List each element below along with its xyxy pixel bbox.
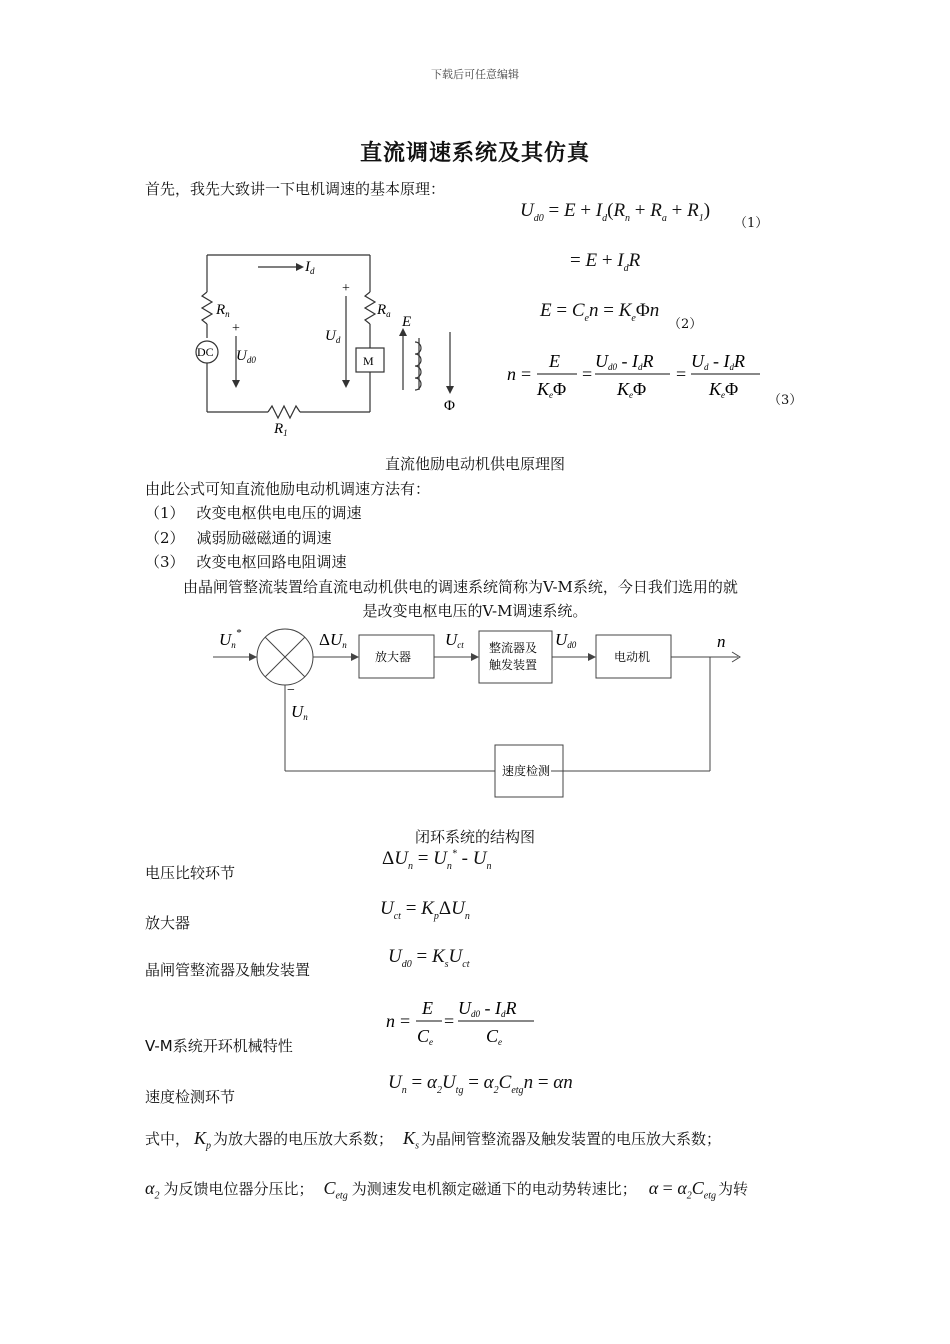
eq-rectifier: $U_{d0} = K_sU_{ct}$	[388, 946, 470, 970]
svg-text:Ra: $R_a$	[377, 302, 391, 319]
svg-text:Uct: Uct	[445, 630, 464, 650]
equation-1: $U_{d0} = E + I_d(R_n + R_a + R_1)$	[520, 200, 711, 224]
svg-text:Rn: $R_n$	[216, 302, 230, 319]
block-speed-detect: 速度检测	[502, 764, 551, 778]
svg-text:Ud - IdR: Ud - IdR	[691, 351, 745, 372]
eq-label-1: （1）	[734, 216, 769, 231]
link-vm-open-loop: V-M系统开环机械特性	[145, 1037, 293, 1055]
svg-text:=: =	[521, 364, 532, 384]
svg-text:ΔUn: ΔUn	[319, 630, 347, 650]
svg-text:E: E	[549, 351, 560, 371]
svg-text:Un: Un	[291, 702, 308, 722]
vm-paragraph-line2: 是改变电枢电压的V-M调速系统。	[362, 602, 588, 620]
svg-text:KeΦ: KeΦ	[537, 379, 567, 400]
svg-text:KeΦ: KeΦ	[709, 379, 739, 400]
link-speed-detect: 速度检测环节	[145, 1088, 236, 1106]
motor-label: M	[363, 354, 374, 368]
circuit-caption: 直流他励电动机供电原理图	[384, 455, 565, 473]
svg-text:Ud0: Ud0	[555, 630, 577, 650]
eq-comparator: $\Delta U_n = U_n^* - U_n$	[382, 848, 492, 872]
flux-label: Φ	[444, 398, 455, 414]
svg-text:=: =	[400, 1011, 411, 1031]
svg-text:=: =	[444, 1011, 455, 1031]
svg-text:Id: $I_d$	[305, 259, 315, 276]
svg-text:Ce: Ce	[486, 1026, 503, 1047]
svg-text:E: E	[422, 998, 433, 1018]
svg-text:+: +	[232, 321, 240, 336]
svg-text:Ud0: $U_{d0}$	[236, 348, 256, 365]
method-item: （1） 改变电枢供电电压的调速	[145, 504, 362, 522]
vm-paragraph-line1: 由晶闸管整流装置给直流电动机供电的调速系统简称为V-M系统，今日我们选用的就	[183, 578, 738, 596]
link-amplifier: 放大器	[145, 914, 191, 932]
svg-text:−: −	[287, 683, 295, 698]
block-amplifier: 放大器	[375, 650, 412, 664]
block-output: n	[717, 632, 726, 651]
dc-label: DC	[197, 345, 214, 359]
svg-text:Un*: Un*	[219, 627, 242, 650]
svg-text:=: =	[582, 364, 593, 384]
svg-text:R1: $R_1$	[274, 421, 288, 438]
svg-text:Ud0 - IdR: Ud0 - IdR	[458, 998, 517, 1019]
method-item: （2） 减弱励磁磁通的调速	[145, 529, 332, 547]
equation-3	[505, 345, 775, 405]
block-trigger: 触发装置	[489, 658, 538, 672]
eq-speed-detect: $U_n = \alpha_2U_{tg} = \alpha_2C_{etg}n = \alpha n$	[388, 1072, 573, 1096]
equation-2: $E = C_en = K_e\Phi n$	[540, 300, 660, 324]
svg-text:Ce: Ce	[417, 1026, 434, 1047]
svg-text:n: n	[386, 1011, 395, 1031]
svg-text:=: =	[676, 364, 687, 384]
link-comparator: 电压比较环节	[145, 864, 236, 882]
intro-text: 首先，我先大致讲一下电机调速的基本原理：	[145, 180, 446, 198]
block-rectifier: 整流器及	[489, 641, 538, 655]
equation-1b: = $E + I_dR$	[570, 250, 641, 274]
notes-line-1: 式中， $K_p$ 为放大器的电压放大系数； $K_s$ 为晶闸管整流器及触发装置的电压放大系数；	[145, 1128, 721, 1152]
circuit-diagram	[160, 240, 480, 445]
block-diagram-caption: 闭环系统的结构图	[414, 828, 535, 846]
page-header: 下载后可任意编辑	[431, 68, 519, 81]
link-rectifier: 晶闸管整流器及触发装置	[145, 961, 311, 979]
eq-label-2: （2）	[668, 317, 703, 332]
methods-intro: 由此公式可知直流他励电动机调速方法有：	[145, 480, 431, 498]
notes-line-2: $\alpha_2$ 为反馈电位器分压比； $C_{etg}$ 为测速发电机额定磁通下的电动势转速比； $\alpha = \alpha_2C_{etg}$ 为转	[145, 1178, 749, 1202]
svg-text:+: +	[342, 281, 350, 296]
svg-text:n: n	[507, 364, 516, 384]
svg-text:KeΦ: KeΦ	[617, 379, 647, 400]
block-diagram	[205, 620, 750, 805]
method-item: （3） 改变电枢回路电阻调速	[145, 553, 347, 571]
eq-vm-open-loop	[382, 992, 547, 1050]
eq-label-3: （3）	[768, 393, 803, 408]
eq-amplifier: $U_{ct} = K_p\Delta U_n$	[380, 898, 470, 922]
svg-text:Ud: $U_d$	[325, 328, 341, 345]
svg-text:Ud0 - IdR: Ud0 - IdR	[595, 351, 654, 372]
block-motor: 电动机	[614, 650, 651, 664]
emf-label: E	[402, 314, 412, 330]
document-title: 直流调速系统及其仿真	[359, 140, 590, 166]
